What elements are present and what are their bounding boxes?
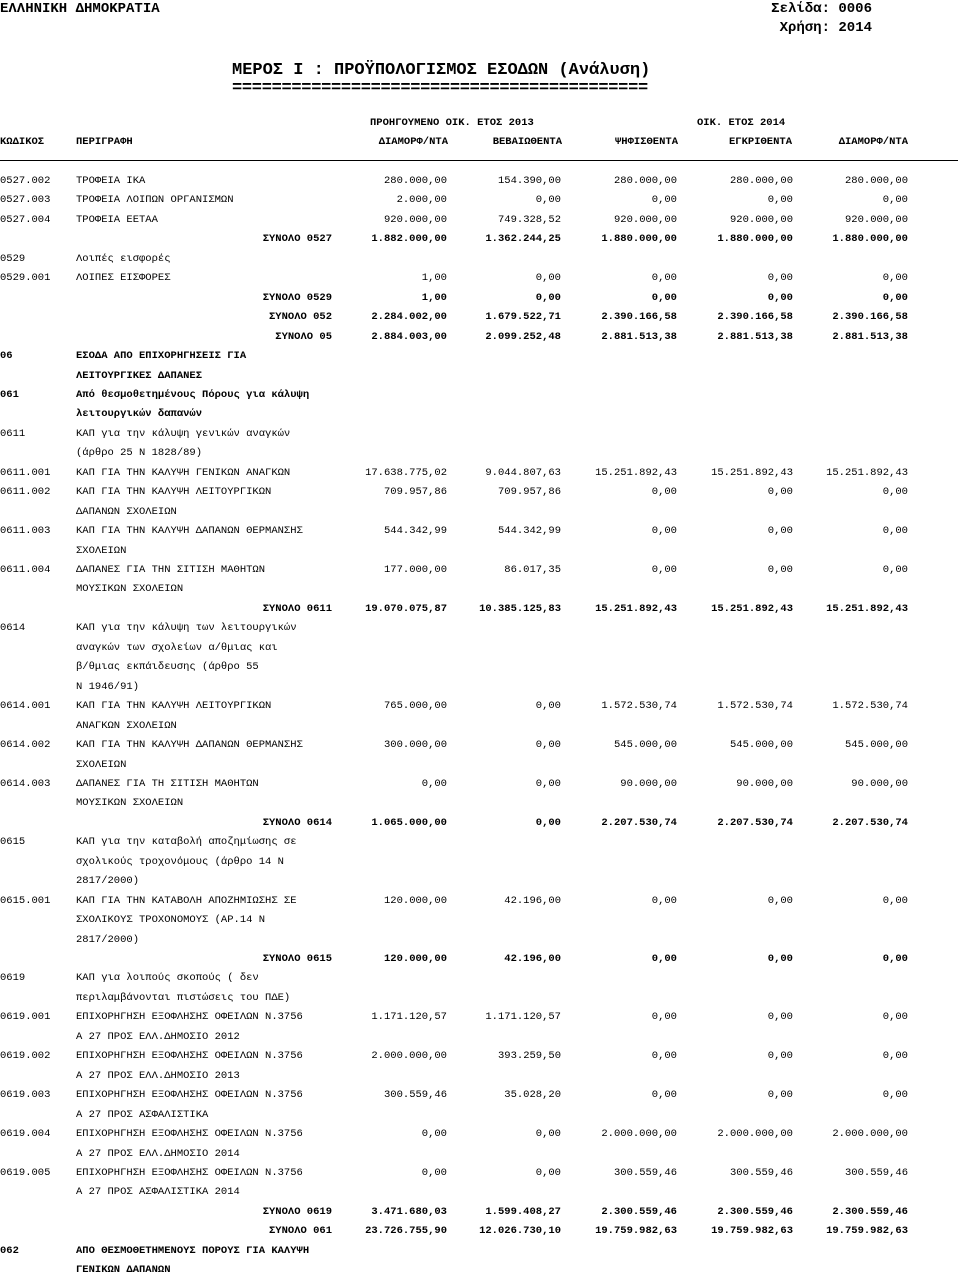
amount-cell: 0,00 xyxy=(882,486,908,499)
title-underline: ========================================== xyxy=(232,79,648,98)
amount-cell: 709.957,86 xyxy=(497,486,561,499)
amount-cell: 0,00 xyxy=(651,1050,677,1063)
amount-cell: 2.207.530,74 xyxy=(832,816,908,829)
amount-cell: 0,00 xyxy=(882,291,908,304)
amount-cell: 0,00 xyxy=(882,1050,908,1063)
amount-cell: 0,00 xyxy=(767,953,793,965)
row-description: ΣΧΟΛΕΙΩΝ xyxy=(76,544,127,557)
amount-cell: 1.880.000,00 xyxy=(717,233,793,246)
amount-cell: 1.882.000,00 xyxy=(371,233,447,246)
amount-cell: 0,00 xyxy=(767,291,793,304)
row-description: ΕΠΙΧΟΡΗΓΗΣΗ ΕΞΟΦΛΗΣΗΣ ΟΦΕΙΛΩΝ Ν.3756 xyxy=(76,1166,303,1179)
amount-cell: 0,00 xyxy=(651,525,677,538)
amount-cell: 0,00 xyxy=(767,1011,793,1024)
amount-cell: 545.000,00 xyxy=(613,739,677,752)
row-description: αναγκών των σχολείων α/θμιας και xyxy=(76,641,278,654)
amount-cell: 0,00 xyxy=(767,1089,793,1102)
amount-cell: 1.599.408,27 xyxy=(485,1205,561,1218)
approved-column-header: ΕΓΚΡΙΘΕΝΤΑ xyxy=(728,136,792,148)
amount-cell: 920.000,00 xyxy=(383,213,447,226)
amount-cell: 19.759.982,63 xyxy=(595,1225,677,1238)
row-code: 061 xyxy=(0,388,19,401)
amount-cell: 0,00 xyxy=(767,564,793,576)
row-code: 0527.002 xyxy=(0,175,51,187)
amount-cell: 544.342,99 xyxy=(497,525,561,538)
amount-cell: 709.957,86 xyxy=(383,486,447,499)
amount-cell: 1.572.530,74 xyxy=(717,700,793,713)
amount-cell: 9.044.807,63 xyxy=(485,466,561,479)
row-code: 0615 xyxy=(0,836,26,849)
row-description: Α 27 ΠΡΟΣ ΕΛΛ.ΔΗΜΟΣΙΟ 2014 xyxy=(76,1147,240,1160)
row-description: ΑΝΑΓΚΩΝ ΣΧΟΛΕΙΩΝ xyxy=(76,719,177,732)
amount-cell: 15.251.892,43 xyxy=(595,466,677,479)
amount-cell: 0,00 xyxy=(651,486,677,499)
total-label: ΣΥΝΟΛΟ 05 xyxy=(275,330,332,343)
amount-cell: 2.000.000,00 xyxy=(601,1128,677,1141)
amount-cell: 2.884.003,00 xyxy=(371,330,447,343)
amount-cell: 2.390.166,58 xyxy=(601,311,677,324)
row-code: 062 xyxy=(0,1244,19,1257)
amount-cell: 280.000,00 xyxy=(844,175,908,187)
amount-cell: 42.196,00 xyxy=(504,894,561,907)
amount-cell: 0,00 xyxy=(535,816,561,829)
row-description: β/θμιας εκπάιδευσης (άρθρο 55 xyxy=(76,661,259,674)
amount-cell: 15.251.892,43 xyxy=(826,466,908,479)
row-description: ΕΠΙΧΟΡΗΓΗΣΗ ΕΞΟΦΛΗΣΗΣ ΟΦΕΙΛΩΝ Ν.3756 xyxy=(76,1128,303,1141)
row-description: ΤΡΟΦΕΙΑ ΛΟΙΠΩΝ ΟΡΓΑΝΙΣΜΩΝ xyxy=(76,194,234,207)
row-code: 0619.005 xyxy=(0,1166,51,1179)
amount-cell: 2.300.559,46 xyxy=(601,1205,677,1218)
amount-cell: 0,00 xyxy=(535,777,561,790)
amount-cell: 1.572.530,74 xyxy=(601,700,677,713)
amount-cell: 3.471.680,03 xyxy=(371,1205,447,1218)
total-label: ΣΥΝΟΛΟ 0611 xyxy=(262,602,332,615)
amount-cell: 545.000,00 xyxy=(729,739,793,752)
amount-cell: 0,00 xyxy=(882,564,908,576)
amount-cell: 120.000,00 xyxy=(383,953,447,965)
amount-cell: 2.000,00 xyxy=(396,194,447,207)
amount-cell: 90.000,00 xyxy=(620,777,677,790)
amount-cell: 15.251.892,43 xyxy=(711,602,793,615)
amount-cell: 0,00 xyxy=(421,777,447,790)
amount-cell: 0,00 xyxy=(767,194,793,207)
amount-cell: 0,00 xyxy=(651,894,677,907)
row-description: ΚΑΠ για την κάλυψη των λειτουργικών xyxy=(76,622,297,635)
row-code: 0529.001 xyxy=(0,272,51,285)
amount-cell: 0,00 xyxy=(882,1011,908,1024)
amount-cell: 1.880.000,00 xyxy=(832,233,908,246)
row-code: 0619 xyxy=(0,972,26,985)
amount-cell: 90.000,00 xyxy=(851,777,908,790)
row-code: 0615.001 xyxy=(0,894,51,907)
row-description: ΚΑΠ ΓΙΑ ΤΗΝ ΚΑΛΥΨΗ ΓΕΝΙΚΩΝ ΑΝΑΓΚΩΝ xyxy=(76,466,291,479)
amount-cell: 300.559,46 xyxy=(844,1166,908,1179)
amount-cell: 280.000,00 xyxy=(613,175,677,187)
row-description: ΚΑΠ ΓΙΑ ΤΗΝ ΚΑΛΥΨΗ ΔΑΠΑΝΩΝ ΘΕΡΜΑΝΣΗΣ xyxy=(76,739,303,752)
total-label: ΣΥΝΟΛΟ 0529 xyxy=(262,291,332,304)
row-description: λειτουργικών δαπανών xyxy=(76,408,203,421)
amount-cell: 0,00 xyxy=(421,1128,447,1141)
amount-cell: 0,00 xyxy=(535,739,561,752)
amount-cell: 0,00 xyxy=(535,291,561,304)
total-label: ΣΥΝΟΛΟ 0614 xyxy=(262,816,332,829)
amount-cell: 17.638.775,02 xyxy=(365,466,447,479)
amount-cell: 280.000,00 xyxy=(729,175,793,187)
row-description: Λοιπές εισφορές xyxy=(76,252,171,265)
amount-cell: 90.000,00 xyxy=(736,777,793,790)
amount-cell: 177.000,00 xyxy=(383,564,447,576)
row-code: 0614.002 xyxy=(0,739,51,752)
row-description: ΕΣΟΔΑ ΑΠΟ ΕΠΙΧΟΡΗΓΗΣΕΙΣ ΓΙΑ xyxy=(76,350,247,363)
amount-cell: 15.251.892,43 xyxy=(595,602,677,615)
prev-formed-column-header: ΔΙΑΜΟΡΦ/ΝΤΑ xyxy=(378,136,448,148)
amount-cell: 2.207.530,74 xyxy=(601,816,677,829)
amount-cell: 2.000.000,00 xyxy=(832,1128,908,1141)
amount-cell: 0,00 xyxy=(651,194,677,207)
row-description: Ν 1946/91) xyxy=(76,680,140,693)
cur-formed-column-header: ΔΙΑΜΟΡΦ/ΝΤΑ xyxy=(838,136,908,148)
amount-cell: 0,00 xyxy=(882,272,908,285)
page-number: Σελίδα: 0006 xyxy=(771,1,872,17)
amount-cell: 0,00 xyxy=(535,194,561,207)
amount-cell: 1,00 xyxy=(421,291,447,304)
amount-cell: 0,00 xyxy=(767,1050,793,1063)
amount-cell: 1.171.120,57 xyxy=(485,1011,561,1024)
amount-cell: 300.559,46 xyxy=(383,1089,447,1102)
amount-cell: 1.362.244,25 xyxy=(485,233,561,246)
row-description: Α 27 ΠΡΟΣ ΕΛΛ.ΔΗΜΟΣΙΟ 2013 xyxy=(76,1069,240,1082)
row-description: (άρθρο 25 Ν 1828/89) xyxy=(76,447,203,460)
amount-cell: 23.726.755,90 xyxy=(365,1225,447,1238)
row-description: Α 27 ΠΡΟΣ ΑΣΦΑΛΙΣΤΙΚΑ xyxy=(76,1108,209,1121)
amount-cell: 0,00 xyxy=(882,953,908,965)
voted-column-header: ΨΗΦΙΣΘΕΝΤΑ xyxy=(614,136,678,148)
row-description: ΔΑΠΑΝΕΣ ΓΙΑ ΤΗ ΣΙΤΙΣΗ ΜΑΘΗΤΩΝ xyxy=(76,777,259,790)
amount-cell: 0,00 xyxy=(882,894,908,907)
amount-cell: 2.300.559,46 xyxy=(832,1205,908,1218)
row-description: 2817/2000) xyxy=(76,933,140,946)
amount-cell: 0,00 xyxy=(882,525,908,538)
row-code: 0619.002 xyxy=(0,1050,51,1063)
row-code: 06 xyxy=(0,350,13,363)
cur-year-group-header: ΟΙΚ. ΕΤΟΣ 2014 xyxy=(697,117,786,129)
amount-cell: 0,00 xyxy=(651,1011,677,1024)
amount-cell: 1.679.522,71 xyxy=(485,311,561,324)
row-description: ΑΠΟ ΘΕΣΜΟΘΕΤΗΜΕΝΟΥΣ ΠΟΡΟΥΣ ΓΙΑ ΚΑΛΥΨΗ xyxy=(76,1244,310,1257)
row-description: ΚΑΠ για την κάλυψη γενικών αναγκών xyxy=(76,427,291,440)
amount-cell: 120.000,00 xyxy=(383,894,447,907)
row-description: ΚΑΠ για την καταβολή αποζημίωσης σε xyxy=(76,836,297,849)
row-description: 2817/2000) xyxy=(76,875,140,888)
amount-cell: 0,00 xyxy=(535,1166,561,1179)
amount-cell: 0,00 xyxy=(651,272,677,285)
amount-cell: 2.300.559,46 xyxy=(717,1205,793,1218)
row-description: ΣΧΟΛΕΙΩΝ xyxy=(76,758,127,771)
amount-cell: 300.559,46 xyxy=(613,1166,677,1179)
row-code: 0611.003 xyxy=(0,525,51,538)
row-description: ΚΑΠ για λοιπούς σκοπούς ( δεν xyxy=(76,972,259,985)
row-description: ΕΠΙΧΟΡΗΓΗΣΗ ΕΞΟΦΛΗΣΗΣ ΟΦΕΙΛΩΝ Ν.3756 xyxy=(76,1011,303,1024)
header-separator xyxy=(0,160,958,161)
amount-cell: 0,00 xyxy=(651,1089,677,1102)
row-code: 0529 xyxy=(0,252,26,265)
amount-cell: 0,00 xyxy=(882,1089,908,1102)
row-description: ΔΑΠΑΝΕΣ ΓΙΑ ΤΗΝ ΣΙΤΙΣΗ ΜΑΘΗΤΩΝ xyxy=(76,564,266,576)
row-description: ΕΠΙΧΟΡΗΓΗΣΗ ΕΞΟΦΛΗΣΗΣ ΟΦΕΙΛΩΝ Ν.3756 xyxy=(76,1050,303,1063)
amount-cell: 920.000,00 xyxy=(844,213,908,226)
amount-cell: 0,00 xyxy=(535,272,561,285)
amount-cell: 300.559,46 xyxy=(729,1166,793,1179)
amount-cell: 920.000,00 xyxy=(613,213,677,226)
amount-cell: 35.028,20 xyxy=(504,1089,561,1102)
amount-cell: 2.099.252,48 xyxy=(485,330,561,343)
row-code: 0619.001 xyxy=(0,1011,51,1024)
amount-cell: 1.171.120,57 xyxy=(371,1011,447,1024)
amount-cell: 1.880.000,00 xyxy=(601,233,677,246)
amount-cell: 0,00 xyxy=(651,564,677,576)
row-description: ΜΟΥΣΙΚΩΝ ΣΧΟΛΕΙΩΝ xyxy=(76,583,184,596)
amount-cell: 2.000.000,00 xyxy=(717,1128,793,1141)
row-description: ΚΑΠ ΓΙΑ ΤΗΝ ΚΑΛΥΨΗ ΔΑΠΑΝΩΝ ΘΕΡΜΑΝΣΗΣ xyxy=(76,525,303,538)
amount-cell: 545.000,00 xyxy=(844,739,908,752)
amount-cell: 0,00 xyxy=(421,1166,447,1179)
amount-cell: 393.259,50 xyxy=(497,1050,561,1063)
row-description: ΔΑΠΑΝΩΝ ΣΧΟΛΕΙΩΝ xyxy=(76,505,177,518)
amount-cell: 19.759.982,63 xyxy=(826,1225,908,1238)
amount-cell: 2.881.513,38 xyxy=(717,330,793,343)
amount-cell: 280.000,00 xyxy=(383,175,447,187)
row-code: 0619.003 xyxy=(0,1089,51,1102)
total-label: ΣΥΝΟΛΟ 0527 xyxy=(262,233,332,246)
amount-cell: 0,00 xyxy=(767,486,793,499)
row-description: ΕΠΙΧΟΡΗΓΗΣΗ ΕΞΟΦΛΗΣΗΣ ΟΦΕΙΛΩΝ Ν.3756 xyxy=(76,1089,303,1102)
amount-cell: 1,00 xyxy=(421,272,447,285)
amount-cell: 15.251.892,43 xyxy=(826,602,908,615)
amount-cell: 154.390,00 xyxy=(497,175,561,187)
row-code: 0527.004 xyxy=(0,213,51,226)
row-description: περιλαμβάνονται πιστώσεις του ΠΔΕ) xyxy=(76,991,291,1004)
amount-cell: 0,00 xyxy=(767,272,793,285)
row-description: ΛΕΙΤΟΥΡΓΙΚΕΣ ΔΑΠΑΝΕΣ xyxy=(76,369,203,382)
amount-cell: 10.385.125,83 xyxy=(479,602,561,615)
amount-cell: 42.196,00 xyxy=(504,953,561,965)
amount-cell: 0,00 xyxy=(767,894,793,907)
amount-cell: 0,00 xyxy=(535,700,561,713)
amount-cell: 19.070.075,87 xyxy=(365,602,447,615)
row-description: ΤΡΟΦΕΙΑ ΕΕΤΑΑ xyxy=(76,213,158,226)
amount-cell: 749.328,52 xyxy=(497,213,561,226)
amount-cell: 2.000.000,00 xyxy=(371,1050,447,1063)
total-label: ΣΥΝΟΛΟ 0619 xyxy=(262,1205,332,1218)
row-description: ΚΑΠ ΓΙΑ ΤΗΝ ΚΑΛΥΨΗ ΛΕΙΤΟΥΡΓΙΚΩΝ xyxy=(76,486,272,499)
prev-year-group-header: ΠΡΟΗΓΟΥΜΕΝΟ ΟΙΚ. ΕΤΟΣ 2013 xyxy=(370,117,534,129)
total-label: ΣΥΝΟΛΟ 052 xyxy=(268,311,332,324)
amount-cell: 15.251.892,43 xyxy=(711,466,793,479)
amount-cell: 2.390.166,58 xyxy=(832,311,908,324)
row-description: Από θεσμοθετημένους Πόρους για κάλυψη xyxy=(76,388,310,401)
amount-cell: 86.017,35 xyxy=(504,564,561,576)
row-code: 0527.003 xyxy=(0,194,51,207)
row-description: ΛΟΙΠΕΣ ΕΙΣΦΟΡΕΣ xyxy=(76,272,171,285)
collected-column-header: ΒΕΒΑΙΩΘΕΝΤΑ xyxy=(492,136,562,148)
row-code: 0611.002 xyxy=(0,486,51,499)
row-description: Α 27 ΠΡΟΣ ΕΛΛ.ΔΗΜΟΣΙΟ 2012 xyxy=(76,1030,240,1043)
row-code: 0611.004 xyxy=(0,564,51,576)
amount-cell: 765.000,00 xyxy=(383,700,447,713)
row-code: 0614 xyxy=(0,622,26,635)
amount-cell: 12.026.730,10 xyxy=(479,1225,561,1238)
amount-cell: 920.000,00 xyxy=(729,213,793,226)
amount-cell: 2.881.513,38 xyxy=(832,330,908,343)
total-label: ΣΥΝΟΛΟ 0615 xyxy=(262,953,332,965)
row-description: ΜΟΥΣΙΚΩΝ ΣΧΟΛΕΙΩΝ xyxy=(76,797,184,810)
row-description: σχολικούς τροχονόμους (άρθρο 14 Ν xyxy=(76,855,284,868)
amount-cell: 2.881.513,38 xyxy=(601,330,677,343)
fiscal-year: Χρήση: 2014 xyxy=(779,20,872,36)
amount-cell: 0,00 xyxy=(651,291,677,304)
row-code: 0611.001 xyxy=(0,466,51,479)
amount-cell: 0,00 xyxy=(651,953,677,965)
country-name: ΕΛΛΗΝΙΚΗ ΔΗΜΟΚΡΑΤΙΑ xyxy=(0,1,160,17)
amount-cell: 2.207.530,74 xyxy=(717,816,793,829)
row-description: ΚΑΠ ΓΙΑ ΤΗΝ ΚΑΛΥΨΗ ΛΕΙΤΟΥΡΓΙΚΩΝ xyxy=(76,700,272,713)
row-description: ΣΧΟΛΙΚΟΥΣ ΤΡΟΧΟΝΟΜΟΥΣ (ΑΡ.14 Ν xyxy=(76,914,266,927)
amount-cell: 1.065.000,00 xyxy=(371,816,447,829)
page-title: ΜΕΡΟΣ Ι : ΠΡΟΫΠΟΛΟΓΙΣΜΟΣ ΕΣΟΔΩΝ (Ανάλυση) xyxy=(232,61,651,80)
row-description: ΚΑΠ ΓΙΑ ΤΗΝ ΚΑΤΑΒΟΛΗ ΑΠΟΖΗΜΙΩΣΗΣ ΣΕ xyxy=(76,894,297,907)
amount-cell: 0,00 xyxy=(535,1128,561,1141)
row-description: Α 27 ΠΡΟΣ ΑΣΦΑΛΙΣΤΙΚΑ 2014 xyxy=(76,1186,240,1199)
row-code: 0619.004 xyxy=(0,1128,51,1141)
row-code: 0614.003 xyxy=(0,777,51,790)
row-description: ΓΕΝΙΚΩΝ ΔΑΠΑΝΩΝ xyxy=(76,1264,171,1277)
amount-cell: 19.759.982,63 xyxy=(711,1225,793,1238)
amount-cell: 0,00 xyxy=(767,525,793,538)
amount-cell: 544.342,99 xyxy=(383,525,447,538)
amount-cell: 300.000,00 xyxy=(383,739,447,752)
amount-cell: 2.284.002,00 xyxy=(371,311,447,324)
amount-cell: 1.572.530,74 xyxy=(832,700,908,713)
amount-cell: 0,00 xyxy=(882,194,908,207)
amount-cell: 2.390.166,58 xyxy=(717,311,793,324)
row-code: 0614.001 xyxy=(0,700,51,713)
description-column-header: ΠΕΡΙΓΡΑΦΗ xyxy=(76,136,133,148)
row-code: 0611 xyxy=(0,427,26,440)
total-label: ΣΥΝΟΛΟ 061 xyxy=(268,1225,332,1238)
row-description: ΤΡΟΦΕΙΑ ΙΚΑ xyxy=(76,175,146,187)
code-column-header: ΚΩΔΙΚΟΣ xyxy=(0,136,45,148)
